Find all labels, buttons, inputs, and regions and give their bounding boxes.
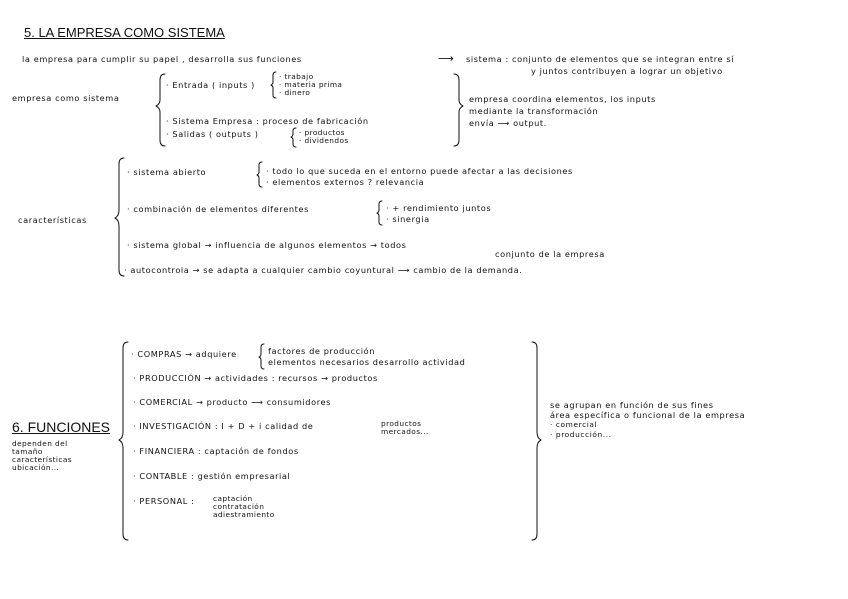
section-5-title: 5. LA EMPRESA COMO SISTEMA [24,25,225,40]
salidas-list [299,129,349,145]
entrada-list [279,73,342,97]
intro-right-2: y juntos contribuyen a lograr un objetivo [531,66,723,76]
entrada-item: · dinero [279,88,311,97]
empresa-right [469,93,656,129]
personal-list [213,495,275,519]
intro-left: la empresa para cumplir su papel , desarrolla sus funciones [22,54,302,64]
financiera: · FINANCIERA : captación de fondos [133,446,299,456]
comercial: · COMERCIAL → producto ⟶ consumidores [133,397,331,407]
compras: · COMPRAS → adquiere [131,349,237,359]
brace-personal [532,342,541,540]
empresa-label: empresa como sistema [12,93,120,103]
compras-list [268,346,465,368]
empresa-right-line: envía ⟶ output. [469,118,547,128]
salidas-label: · Salidas ( outputs ) [166,129,259,139]
brace-funciones-left [119,342,128,540]
investigacion-item: productos [381,419,422,428]
contable: · CONTABLE : gestión empresarial [133,471,291,481]
investigacion-list [381,420,429,436]
funciones-right-line: · comercial [550,420,598,429]
abierto-item: · todo lo que suceda en el entorno puede afectar a las decisiones [266,166,573,176]
depends-item: dependen del [12,439,68,448]
intro-right-1: sistema : conjunto de elementos que se integran entre sí [466,54,735,64]
sistema-global-cont: conjunto de la empresa [495,249,605,259]
depends-item: ubicación... [12,463,60,472]
arrow-icon: ⟶ [438,52,455,65]
combinacion-list [386,203,491,225]
entrada-item: · materia prima [279,80,343,89]
salidas-item: · dividendos [299,136,349,145]
brace-empresa-right [454,74,463,146]
autocontrol: · autocontrola → se adapta a cualquier cambio coyuntural ⟶ cambio de la demanda. [124,265,523,275]
sistema-empresa: · Sistema Empresa : proceso de fabricación [166,116,369,126]
depends-list [12,440,72,472]
brace-salidas [291,128,296,147]
depends-item: características [12,455,73,464]
compras-item: elementos necesarios desarrollo actividad [268,357,466,367]
combinacion: · combinación de elementos diferentes [127,204,309,214]
personal: · PERSONAL : [133,496,195,506]
investigacion: · INVESTIGACIÓN : I + D + i calidad de [133,421,314,431]
personal-item: adiestramiento [213,510,275,519]
entrada-label: · Entrada ( inputs ) [166,80,255,90]
section-6-title: 6. FUNCIONES [12,419,111,435]
abierto-item: · elementos externos ? relevancia [266,177,425,187]
personal-item: contratación [213,502,265,511]
brace-abierto [257,162,262,187]
investigacion-item: mercados... [381,427,429,436]
combinacion-item: · sinergia [386,214,430,224]
brace-compras [259,344,264,369]
combinacion-item: · + rendimiento juntos [386,203,492,213]
brace-caracteristicas [115,158,124,276]
compras-item: factores de producción [268,346,376,356]
sistema-global: · sistema global → influencia de algunos elementos → todos [127,240,407,250]
funciones-right-line: se agrupan en función de sus fines [550,400,714,410]
brace-combinacion [377,201,382,225]
sistema-abierto: · sistema abierto [127,167,207,177]
salidas-item: · productos [299,128,345,137]
empresa-right-line: mediante la transformación [469,106,599,116]
brace-empresa-left [156,74,165,146]
funciones-right-line: área específica o funcional de la empresa [550,410,746,420]
personal-item: captación [213,494,253,503]
abierto-list [266,166,573,188]
brace-entrada [271,72,276,98]
caracteristicas-label: características [18,215,87,225]
funciones-right-line: · producción... [550,430,612,439]
depends-item: tamaño [12,447,43,456]
funciones-right [550,400,745,440]
produccion: · PRODUCCIÓN → actividades : recursos → productos [133,373,378,383]
entrada-item: · trabajo [279,72,314,81]
empresa-right-line: empresa coordina elementos, los inputs [469,94,656,104]
